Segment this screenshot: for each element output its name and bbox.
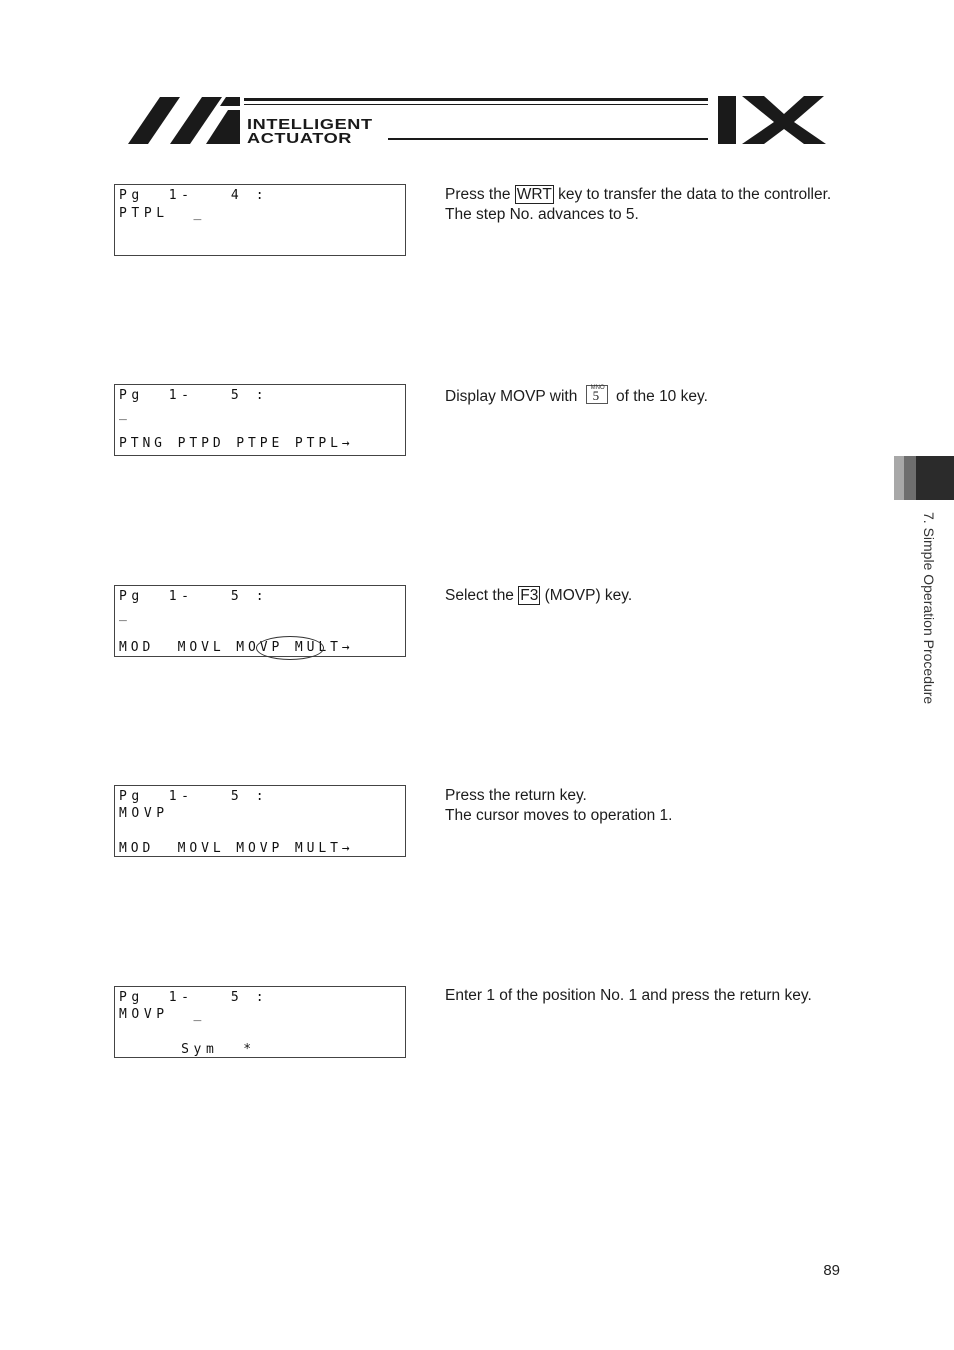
step1-description: Press the WRT key to transfer the data to the controller. The step No. advances to 5.	[445, 186, 832, 223]
lcd-row3: MOD MOVL MOVP MULT→	[119, 841, 354, 856]
chapter-side-label: 7. Simple Operation Procedure	[921, 512, 937, 705]
wrt-key-label: WRT	[516, 186, 552, 203]
chapter-tab	[894, 456, 954, 500]
logo-line1: INTELLIGENT	[247, 117, 373, 133]
movp-highlight-ellipse	[256, 636, 324, 660]
lcd-display-step2	[114, 384, 406, 456]
lcd-row2: PTPL _	[119, 206, 206, 221]
lcd-row2: _	[119, 607, 132, 622]
step2-description: Display MOVP with MNO 5 of the 10 key.	[445, 385, 708, 405]
lcd-row2: _	[119, 406, 132, 421]
lcd-row3: PTNG PTPD PTPE PTPL→	[119, 436, 354, 451]
tenkey-5-icon: MNO 5	[586, 385, 608, 404]
f3-key-label: F3	[520, 587, 539, 604]
lcd-row2: MOVP	[119, 806, 169, 821]
ix-mark-icon	[716, 96, 828, 144]
step5-description: Enter 1 of the position No. 1 and press the return key.	[445, 987, 812, 1004]
lcd-row1: Pg 1- 4 :	[119, 188, 269, 203]
lcd-display-step1	[114, 184, 406, 256]
logo-top-rule-thin	[244, 104, 708, 105]
lcd-row1: Pg 1- 5 :	[119, 589, 269, 604]
header-logo	[126, 94, 830, 146]
lcd-display-step3	[114, 585, 406, 657]
logo-line2: ACTUATOR	[247, 131, 353, 147]
lcd-display-step4	[114, 785, 406, 857]
lcd-row3: MOD MOVL MOVP MULT→	[119, 640, 354, 655]
lcd-row1: Pg 1- 5 :	[119, 388, 269, 403]
lcd-row1: Pg 1- 5 :	[119, 789, 269, 804]
lcd-row1: Pg 1- 5 :	[119, 990, 269, 1005]
ia-logo-icon	[126, 94, 242, 146]
logo-bottom-rule	[388, 138, 708, 140]
step4-description: Press the return key. The cursor moves to operation 1.	[445, 787, 673, 824]
logo-top-rule	[244, 98, 708, 101]
lcd-row2: MOVP _	[119, 1007, 206, 1022]
lcd-display-step5	[114, 986, 406, 1058]
lcd-row3: Sym *	[119, 1042, 256, 1057]
page-number: 89	[823, 1262, 840, 1279]
step3-description: Select the F3 (MOVP) key.	[445, 587, 633, 604]
